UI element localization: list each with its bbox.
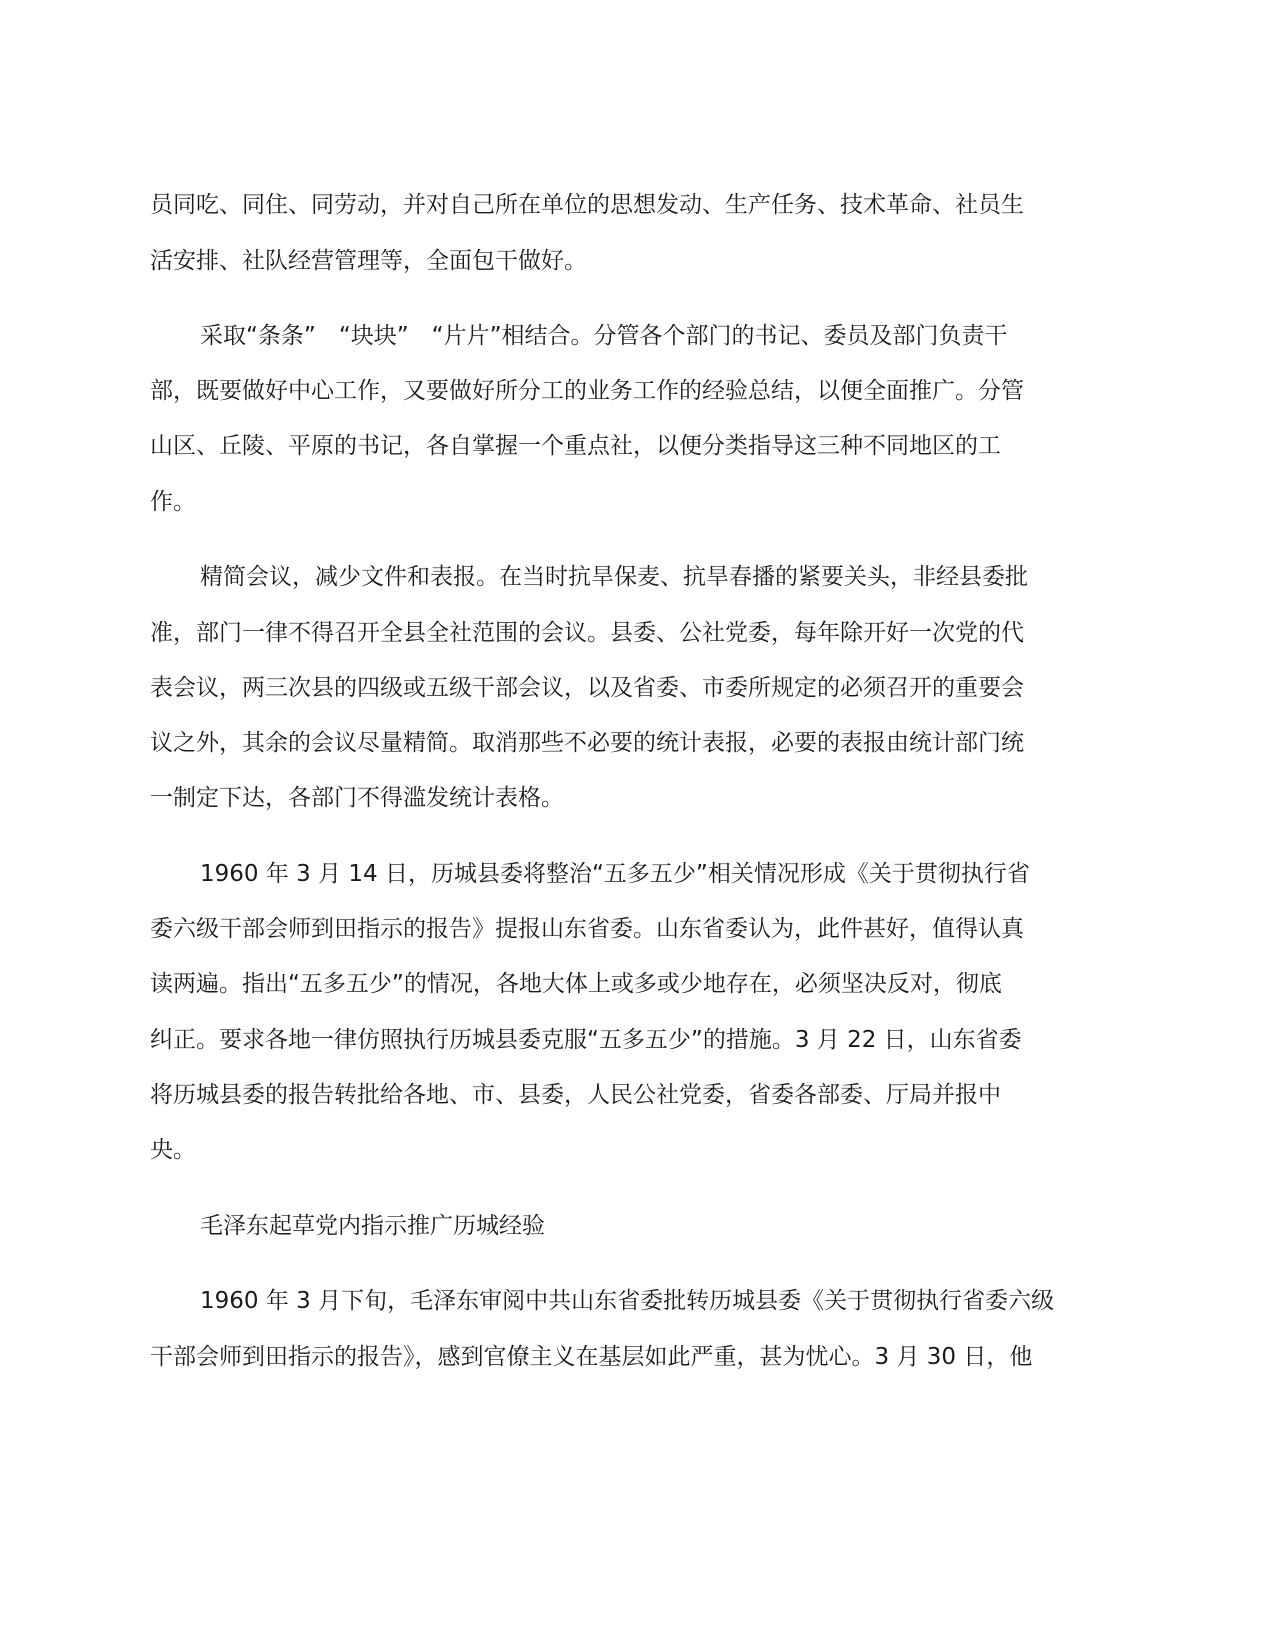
- text-line: 央。: [150, 1137, 196, 1163]
- text-line: 员同吃、同住、同劳动，并对自己所在单位的思想发动、生产任务、技术革命、社员生: [150, 192, 1024, 218]
- text-line: 委六级干部会师到田指示的报告》提报山东省委。山东省委认为，此件甚好，值得认真: [150, 916, 1024, 942]
- paragraph-first-line: 1960 年 3 月下旬，毛泽东审阅中共山东省委批转历城县委《关于贯彻执行省委六级: [200, 1288, 1055, 1314]
- text-line: 表会议，两三次县的四级或五级干部会议，以及省委、市委所规定的必须召开的重要会: [150, 675, 1024, 701]
- text-line: 作。: [150, 489, 196, 515]
- text-line: 读两遍。指出“五多五少”的情况，各地大体上或多或少地存在，必须坚决反对，彻底: [150, 971, 1002, 997]
- text-line: 一制定下达，各部门不得滥发统计表格。: [150, 785, 564, 811]
- text-line: 准，部门一律不得召开全县全社范围的会议。县委、公社党委，每年除开好一次党的代: [150, 620, 1024, 646]
- paragraph-first-line: 精简会议，减少文件和表报。在当时抗旱保麦、抗旱春播的紧要关头，非经县委批: [200, 564, 1028, 590]
- section-heading: 毛泽东起草党内指示推广历城经验: [200, 1213, 545, 1239]
- text-line: 议之外，其余的会议尽量精简。取消那些不必要的统计表报，必要的表报由统计部门统: [150, 730, 1024, 756]
- text-line: 将历城县委的报告转批给各地、市、县委，人民公社党委，省委各部委、厅局并报中: [150, 1082, 1001, 1108]
- text-line: 部，既要做好中心工作，又要做好所分工的业务工作的经验总结，以便全面推广。分管: [150, 378, 1024, 404]
- paragraph-first-line: 1960 年 3 月 14 日，历城县委将整治“五多五少”相关情况形成《关于贯彻执行省: [200, 861, 1030, 887]
- text-line: 干部会师到田指示的报告》，感到官僚主义在基层如此严重，甚为忧心。3 月 30 日，他: [150, 1344, 1033, 1370]
- text-line: 纠正。要求各地一律仿照执行历城县委克服“五多五少”的措施。3 月 22 日，山东省委: [150, 1027, 1022, 1053]
- text-line: 山区、丘陵、平原的书记，各自掌握一个重点社，以便分类指导这三种不同地区的工: [150, 433, 1001, 459]
- text-line: 活安排、社队经营管理等，全面包干做好。: [150, 248, 587, 274]
- paragraph-first-line: 采取“条条” “块块” “片片”相结合。分管各个部门的书记、委员及部门负责干: [200, 323, 1008, 349]
